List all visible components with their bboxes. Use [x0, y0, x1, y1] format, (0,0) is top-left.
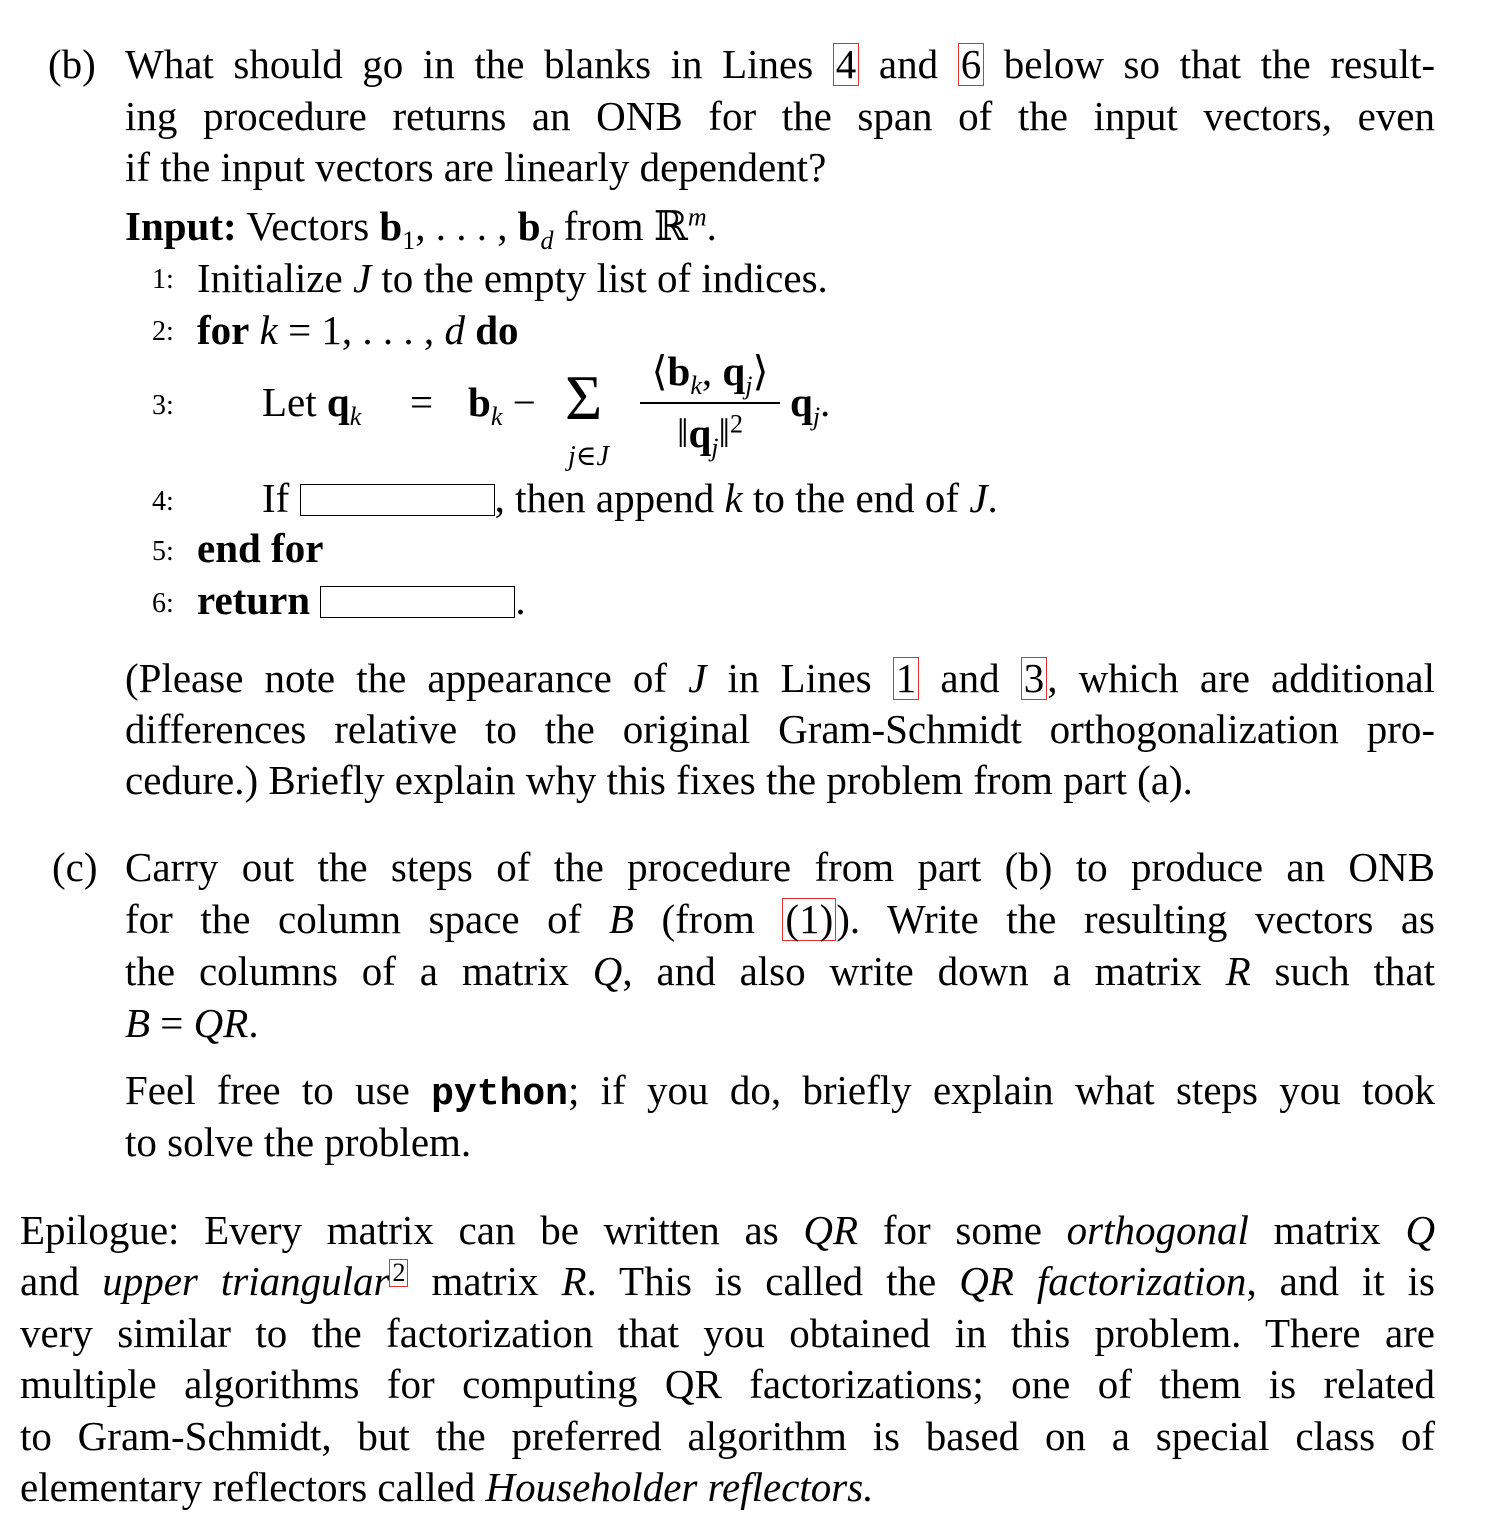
- math-vectors: $b_1$, . . . , $b_d$: [379, 203, 554, 256]
- algo-line-number-2: 2:: [152, 316, 174, 347]
- text: , which are additional: [1047, 655, 1436, 701]
- text: for some: [882, 1207, 1042, 1253]
- equation-ref-1[interactable]: (1): [782, 898, 836, 941]
- text: matrix: [1273, 1207, 1381, 1253]
- text: . This is called the: [586, 1258, 937, 1304]
- math-k: k: [724, 475, 743, 521]
- math-equals: =: [410, 379, 434, 425]
- python-line-2: to solve the problem.: [125, 1119, 472, 1165]
- let-keyword: Let: [262, 379, 317, 425]
- algo-line-number-6: 6:: [152, 588, 174, 619]
- text: the columns of a matrix: [125, 948, 569, 994]
- part-b-line-2: ing procedure returns an ONB for the span of the input vectors, even: [125, 93, 1435, 139]
- line-ref-6[interactable]: 6: [958, 43, 985, 86]
- text: Feel free to use: [125, 1067, 410, 1113]
- algo-line-number-5: 5:: [152, 536, 174, 567]
- text: What should go in the blanks in Lines: [125, 41, 814, 87]
- text: to the end of: [753, 475, 960, 521]
- math-sum: Σ: [565, 362, 603, 433]
- python-code: python: [431, 1073, 568, 1116]
- math-J: J: [969, 475, 988, 521]
- return-keyword: return: [197, 577, 311, 623]
- math-qk: $q_k$: [326, 379, 362, 432]
- math-R: R: [561, 1258, 587, 1304]
- qr-factorization-term: QR factorization: [959, 1258, 1247, 1304]
- part-b-label: (b): [48, 41, 96, 87]
- algo-line-2: [197, 304, 519, 356]
- text: for the column space of: [125, 896, 582, 942]
- part-b-line-3: if the input vectors are linearly dependent?: [125, 144, 827, 190]
- text: ; if you do, briefly explain what steps you took: [567, 1067, 1435, 1113]
- algo-line-1: [197, 252, 828, 304]
- python-line-1: [125, 1064, 1435, 1121]
- epilogue-line-1: [20, 1204, 1435, 1256]
- line-ref-3[interactable]: 3: [1021, 657, 1048, 700]
- math-R: R: [1225, 948, 1251, 994]
- text: matrix: [431, 1258, 539, 1304]
- upper-triangular-term: upper triangular: [102, 1258, 390, 1304]
- part-c-line-2: [125, 893, 1435, 945]
- text: such that: [1274, 948, 1436, 994]
- epilogue-line-3: very similar to the factorization that you obtained in this problem. There are: [20, 1310, 1435, 1356]
- footnote-ref-2[interactable]: 2: [389, 1259, 408, 1287]
- math-B: B: [608, 896, 634, 942]
- input-label: Input:: [125, 203, 237, 249]
- algo-line-6: return .: [197, 577, 526, 623]
- algo-line-number-4: 4:: [152, 486, 174, 517]
- part-b-line-1: [125, 38, 1435, 90]
- text: Epilogue: Every matrix can be written as: [20, 1207, 779, 1253]
- blank-line-6[interactable]: [320, 586, 515, 618]
- text: to the empty list of indices.: [381, 255, 828, 301]
- epilogue-line-2: [20, 1255, 1435, 1307]
- for-keyword: for: [197, 307, 250, 353]
- math-QR: QR: [803, 1207, 859, 1253]
- text: (from: [661, 896, 755, 942]
- do-keyword: do: [475, 307, 519, 353]
- epilogue-line-5: to Gram-Schmidt, but the preferred algorithm is based on a special class of: [20, 1413, 1435, 1459]
- line-ref-4[interactable]: 4: [833, 43, 860, 86]
- orthogonal-term: orthogonal: [1066, 1207, 1249, 1253]
- math-J: J: [352, 255, 372, 301]
- text: below so that the result-: [1003, 41, 1436, 87]
- text: and: [878, 41, 939, 87]
- note-line-1: [125, 652, 1435, 704]
- math-bk-minus: $b_k$ −: [468, 379, 536, 432]
- text: ). Write the resulting vectors as: [836, 896, 1436, 942]
- epilogue-line-6: [20, 1461, 873, 1513]
- if-keyword: If: [262, 475, 290, 521]
- part-c-line-3: [125, 945, 1435, 997]
- math-numerator: $⟨b_k$, $q_j⟩$: [651, 348, 769, 401]
- math-Q: Q: [592, 948, 623, 994]
- part-c-label: (c): [52, 844, 98, 890]
- line-ref-1[interactable]: 1: [893, 657, 920, 700]
- text: , then append: [494, 475, 715, 521]
- text: in Lines: [727, 655, 872, 701]
- epilogue-line-4: multiple algorithms for computing QR factorizations; one of them is related: [20, 1361, 1435, 1407]
- end-for-keyword: end for: [197, 525, 324, 571]
- text: , and also write down a matrix: [622, 948, 1202, 994]
- part-c-line-1: Carry out the steps of the procedure from part (b) to produce an ONB: [125, 844, 1435, 890]
- algo-line-4: If , then append k to the end of J.: [262, 475, 998, 521]
- text: Initialize: [197, 255, 343, 301]
- householder-term: Householder reflectors.: [485, 1464, 874, 1510]
- math-J: J: [688, 655, 707, 701]
- math-Q: Q: [1405, 1207, 1436, 1253]
- math-fraction-bar: [640, 402, 780, 404]
- text: Vectors: [246, 203, 370, 249]
- algo-line-3-let: [262, 376, 362, 432]
- math-sum-index: j∈J: [568, 441, 609, 472]
- math-denominator: $‖q_j‖^2$: [676, 409, 744, 463]
- math-Rm: ℝ$^m$.: [653, 202, 717, 250]
- blank-line-4[interactable]: [300, 484, 495, 516]
- text: and: [20, 1258, 80, 1304]
- text: , and it is: [1246, 1258, 1436, 1304]
- part-c-line-4: B = QR.: [125, 1000, 259, 1046]
- text: (Please note the appearance of: [125, 655, 668, 701]
- algo-line-number-1: 1:: [152, 264, 174, 295]
- algorithm-input: [125, 200, 717, 256]
- note-line-3: cedure.) Briefly explain why this fixes the problem from part (a).: [125, 757, 1193, 803]
- algo-line-number-3: 3:: [152, 390, 174, 421]
- text: and: [940, 655, 1000, 701]
- note-line-2: differences relative to the original Gram-Schmidt orthogonalization pro-: [125, 706, 1435, 752]
- math-range: k = 1, . . . , d: [259, 307, 465, 353]
- text: from: [563, 203, 644, 249]
- math-qj: $q_j$.: [790, 379, 831, 432]
- text: elementary reflectors called: [20, 1464, 476, 1510]
